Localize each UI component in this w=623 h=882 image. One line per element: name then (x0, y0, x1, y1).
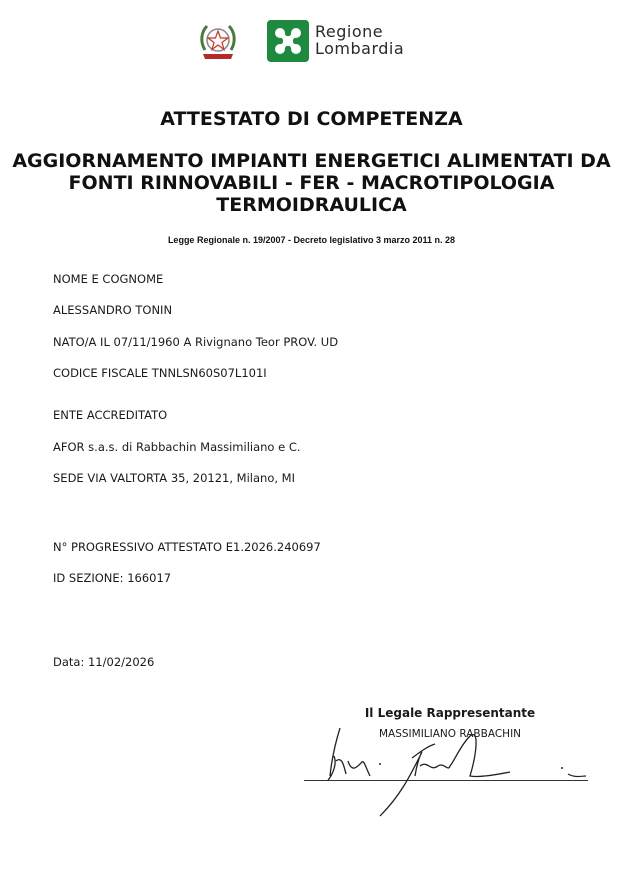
region-name (315, 23, 404, 57)
handwritten-signature-icon (300, 716, 600, 826)
progressive-number: N° PROGRESSIVO ATTESTATO E1.2026.240697 (53, 540, 321, 554)
course-title-line2: FONTI RINNOVABILI - FER - MACROTIPOLOGIA (68, 172, 555, 194)
region-name-line1: Regione (315, 22, 384, 41)
course-title (0, 150, 623, 216)
issue-date: Data: 11/02/2026 (53, 655, 155, 669)
signature-title: Il Legale Rappresentante (364, 706, 536, 720)
entity-label: ENTE ACCREDITATO (53, 408, 168, 422)
name-label: NOME E COGNOME (53, 272, 164, 286)
italian-republic-emblem-icon (197, 20, 239, 64)
fiscal-code: CODICE FISCALE TNNLSN60S07L101I (53, 366, 267, 380)
entity-name: AFOR s.a.s. di Rabbachin Massimiliano e C. (53, 440, 301, 454)
person-name: ALESSANDRO TONIN (53, 303, 173, 317)
region-name-line2: Lombardia (315, 39, 405, 58)
birth-info: NATO/A IL 07/11/1960 A Rivignano Teor PROV. UD (53, 335, 339, 349)
signatory-name: MASSIMILIANO RABBACHIN (378, 728, 522, 740)
regione-lombardia-logo-icon (267, 20, 309, 62)
document-title: ATTESTATO DI COMPETENZA (160, 108, 463, 130)
course-title-line1: AGGIORNAMENTO IMPIANTI ENERGETICI ALIMENTATI DA (12, 150, 611, 172)
course-title-line3: TERMOIDRAULICA (216, 194, 407, 216)
entity-address: SEDE VIA VALTORTA 35, 20121, Milano, MI (53, 471, 295, 485)
law-reference: Legge Regionale n. 19/2007 - Decreto legislativo 3 marzo 2011 n. 28 (167, 235, 456, 245)
header-logos (0, 18, 623, 66)
section-id: ID SEZIONE: 166017 (53, 571, 172, 585)
